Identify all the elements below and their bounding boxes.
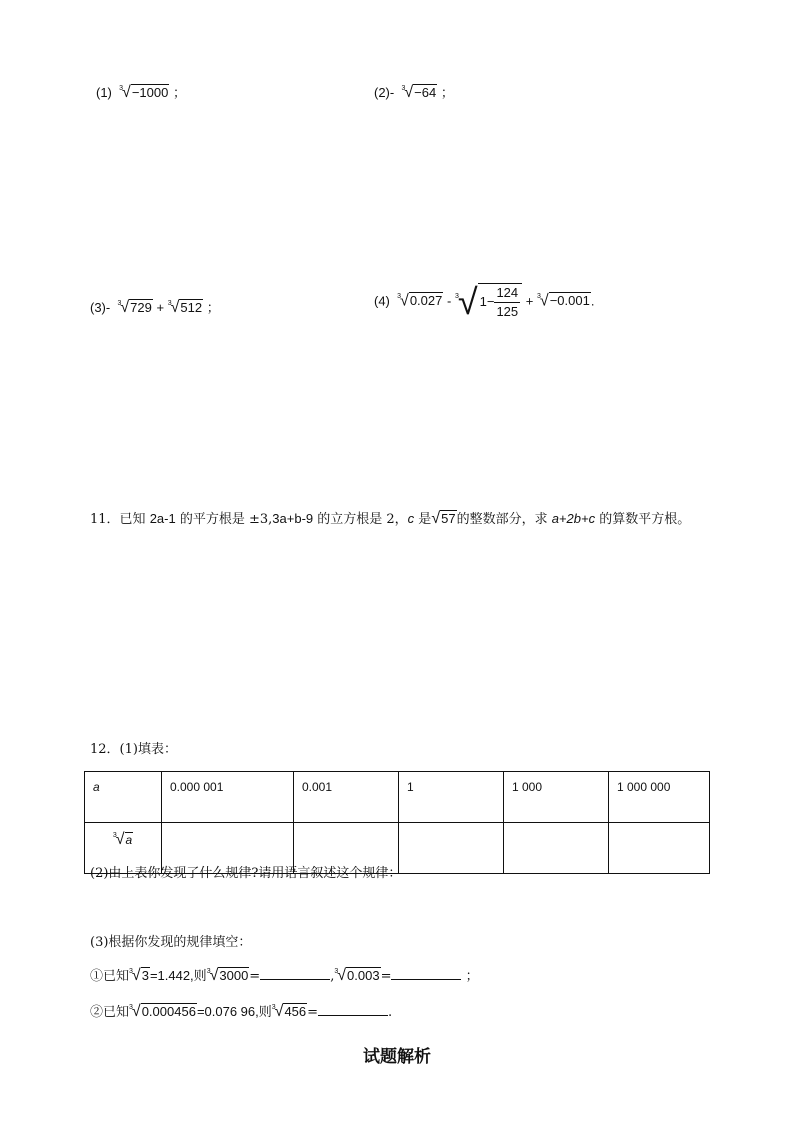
problem-2: (2)- $^3$√−64 ； <box>374 84 454 101</box>
problem-1-radicand: −1000 <box>131 85 169 100</box>
table-cell: 1 <box>399 772 504 823</box>
table-cell: 1 000 <box>504 772 609 823</box>
answer-blank[interactable] <box>391 967 461 980</box>
problem-2-radicand: −64 <box>414 85 437 100</box>
problem-1-label: (1) <box>96 85 112 100</box>
table-cell-empty[interactable] <box>504 823 609 874</box>
problem-1: (1) $^3$√−1000 ； <box>96 84 186 101</box>
table-cell: 0.001 <box>294 772 399 823</box>
answer-blank[interactable] <box>318 1003 388 1016</box>
table-cell-empty[interactable] <box>609 823 710 874</box>
problem-3-label: (3)- <box>90 300 111 315</box>
question-12-title: 12．(1)填表： <box>90 742 177 757</box>
question-12-statement-1: ①已知$^3$√3=1.442,则$^3$√3000= ,$^3$√0.003= ； <box>90 967 479 984</box>
table-cell-empty[interactable] <box>399 823 504 874</box>
section-heading: 试题解析 <box>363 1047 431 1067</box>
problem-4-label: (4) <box>374 293 390 309</box>
table-cell: $^3$√a <box>85 823 162 874</box>
problem-4: (4) $^3$√0.027 - $^3$√ 1− $\frac{124}{125}$ + $^3$√−0.001. <box>374 281 595 322</box>
fill-table <box>84 771 710 874</box>
table-cell: 0.000 001 <box>162 772 294 823</box>
table-cell: a <box>85 772 162 823</box>
question-11: 11．已知 2a-1 的平方根是 ±3,3a+b-9 的立方根是 2，c 是√57的整数部分，求 a+2b+c 的算数平方根。 <box>90 510 691 527</box>
question-12-part-3: (3)根据你发现的规律填空： <box>90 935 252 950</box>
question-12-part-2: (2)由上表你发现了什么规律?请用语言叙述这个规律： <box>90 866 402 881</box>
answer-blank[interactable] <box>260 967 330 980</box>
problem-3: (3)- $^3$√729 + $^3$√512 ； <box>90 299 220 316</box>
question-12-statement-2: ②已知$^3$√0.000456=0.076 96,则$^3$√456= . <box>90 1003 393 1020</box>
table-row <box>85 772 710 823</box>
table-cell: 1 000 000 <box>609 772 710 823</box>
problem-2-label: (2)- <box>374 85 395 100</box>
